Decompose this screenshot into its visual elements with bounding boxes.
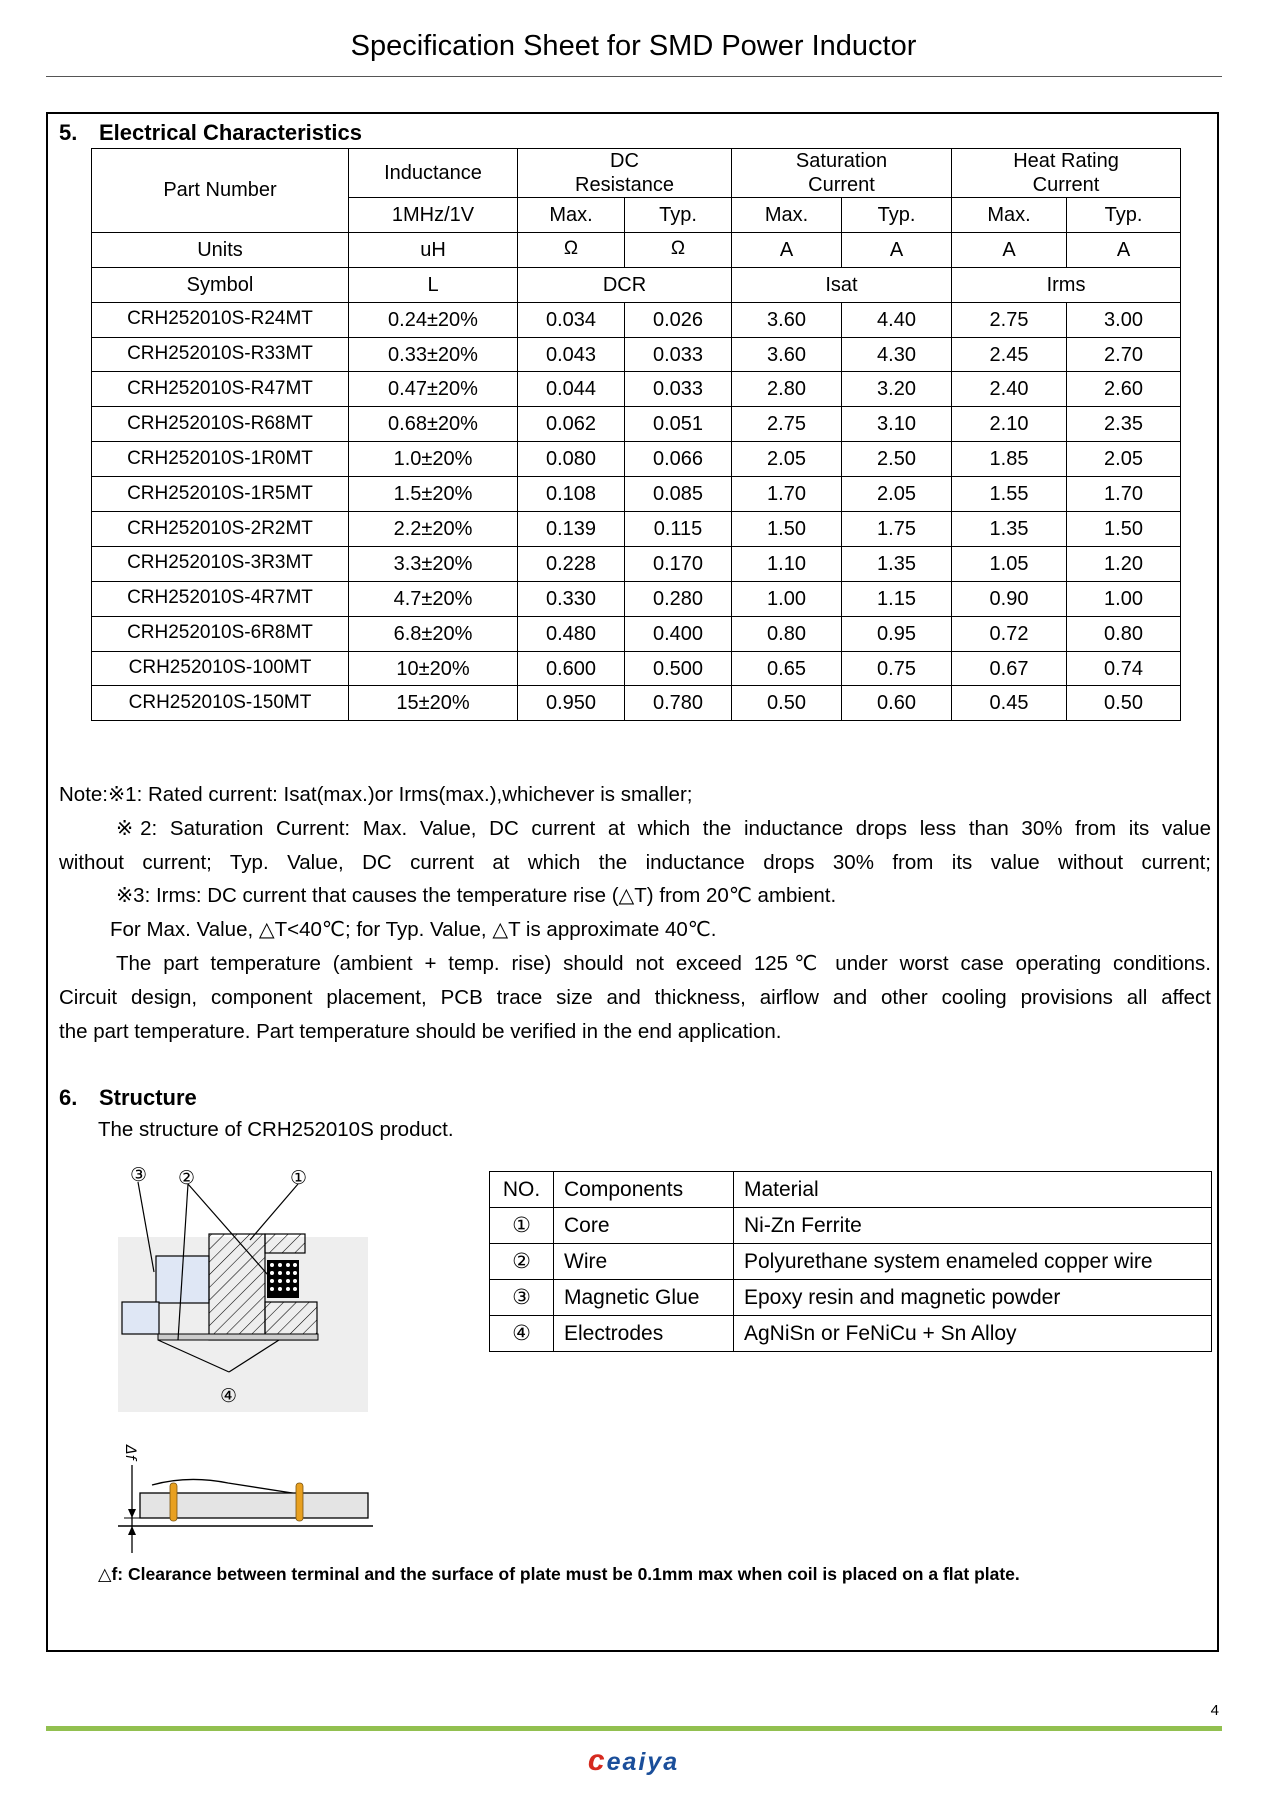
no-header: NO.	[490, 1172, 554, 1208]
inductance-cell: 2.2±20%	[349, 512, 518, 547]
dcr-max-cell: 0.108	[518, 477, 625, 512]
dcr-typ-cell: 0.500	[625, 651, 732, 686]
dcr-typ-cell: 0.066	[625, 442, 732, 477]
table-row	[92, 512, 1181, 547]
electrode-right	[296, 1483, 303, 1521]
leader-line-1	[250, 1184, 298, 1240]
inductance-cell: 10±20%	[349, 651, 518, 686]
isat-typ-cell: 1.75	[842, 512, 952, 547]
isat-typ-header: Typ.	[842, 198, 952, 233]
section-6-heading	[59, 1085, 197, 1111]
isat-typ-cell: 1.15	[842, 581, 952, 616]
structure-table	[489, 1171, 1212, 1352]
table-row	[92, 442, 1181, 477]
components-header: Components	[554, 1172, 734, 1208]
part-number-cell: CRH252010S-2R2MT	[92, 512, 349, 547]
isat-max-cell: 1.10	[732, 546, 842, 581]
irms-max-cell: 1.05	[952, 546, 1067, 581]
table-row	[92, 407, 1181, 442]
component-material-cell: AgNiSn or FeNiCu + Sn Alloy	[734, 1316, 1212, 1352]
irms-max-cell: 0.67	[952, 651, 1067, 686]
dcr-typ-cell: 0.051	[625, 407, 732, 442]
part-number-cell: CRH252010S-100MT	[92, 651, 349, 686]
isat-max-cell: 0.50	[732, 686, 842, 721]
dcr-max-cell: 0.950	[518, 686, 625, 721]
units-dcr-max: Ω	[518, 232, 625, 267]
irms-max-cell: 1.55	[952, 477, 1067, 512]
irms-typ-cell: 0.50	[1067, 686, 1181, 721]
dcr-typ-cell: 0.780	[625, 686, 732, 721]
table-row	[92, 337, 1181, 372]
isat-max-cell: 0.65	[732, 651, 842, 686]
table-row	[92, 302, 1181, 337]
note-2-line-1: ※2: Saturation Current: Max. Value, DC current at which the inductance drops less than 30% from its value	[116, 816, 1211, 840]
dimension-arrow-top	[128, 1509, 136, 1518]
units-irms-max: A	[952, 232, 1067, 267]
part-number-cell: CRH252010S-R47MT	[92, 372, 349, 407]
symbol-isat: Isat	[732, 267, 952, 302]
irms-max-header: Max.	[952, 198, 1067, 233]
dcr-max-cell: 0.139	[518, 512, 625, 547]
dcr-typ-header: Typ.	[625, 198, 732, 233]
inductance-cell: 15±20%	[349, 686, 518, 721]
electrode-layer	[158, 1334, 318, 1340]
material-header: Material	[734, 1172, 1212, 1208]
inductance-cell: 0.33±20%	[349, 337, 518, 372]
units-row	[92, 232, 1181, 267]
part-number-cell: CRH252010S-150MT	[92, 686, 349, 721]
symbol-label: Symbol	[92, 267, 349, 302]
left-flange	[122, 1302, 159, 1334]
isat-max-cell: 3.60	[732, 302, 842, 337]
core-center-hatched	[209, 1234, 265, 1340]
isat-typ-cell: 3.10	[842, 407, 952, 442]
irms-typ-cell: 0.74	[1067, 651, 1181, 686]
symbol-row	[92, 267, 1181, 302]
inductance-cell: 4.7±20%	[349, 581, 518, 616]
structure-description: The structure of CRH252010S product.	[98, 1118, 454, 1141]
part-number-cell: CRH252010S-3R3MT	[92, 546, 349, 581]
symbol-irms: Irms	[952, 267, 1181, 302]
note-4-line-2: Circuit design, component placement, PCB trace size and thickness, airflow and other cooling provisions all affect	[59, 985, 1211, 1009]
component-number-cell: ①	[490, 1208, 554, 1244]
table-row	[92, 372, 1181, 407]
part-number-cell: CRH252010S-1R0MT	[92, 442, 349, 477]
units-isat-typ: A	[842, 232, 952, 267]
note-3: ※3: Irms: DC current that causes the temperature rise (△T) from 20℃ ambient.	[116, 884, 837, 908]
table-row	[92, 477, 1181, 512]
irms-typ-cell: 2.70	[1067, 337, 1181, 372]
dcr-max-cell: 0.480	[518, 616, 625, 651]
logo-c: c	[587, 1744, 607, 1777]
isat-typ-cell: 3.20	[842, 372, 952, 407]
structure-row	[490, 1316, 1212, 1352]
dcr-typ-cell: 0.026	[625, 302, 732, 337]
heat-rating-current-header	[952, 149, 1181, 198]
irms-max-cell: 1.35	[952, 512, 1067, 547]
dcr-max-cell: 0.330	[518, 581, 625, 616]
component-name-cell: Magnetic Glue	[554, 1280, 734, 1316]
part-number-cell: CRH252010S-R33MT	[92, 337, 349, 372]
irms-max-cell: 2.45	[952, 337, 1067, 372]
page-number: 4	[1210, 1702, 1219, 1719]
dc-resistance-header-line1: DC	[610, 150, 639, 172]
section-5-heading	[59, 120, 362, 146]
label-4: ④	[220, 1385, 238, 1407]
note-4-line-3: the part temperature. Part temperature should be verified in the end application.	[59, 1019, 782, 1043]
part-number-cell: CRH252010S-4R7MT	[92, 581, 349, 616]
dcr-max-cell: 0.080	[518, 442, 625, 477]
section-6-number: 6.	[59, 1085, 78, 1110]
units-irms-typ: A	[1067, 232, 1181, 267]
irms-typ-header: Typ.	[1067, 198, 1181, 233]
dcr-typ-cell: 0.400	[625, 616, 732, 651]
electrode-left	[170, 1483, 177, 1521]
dcr-typ-cell: 0.170	[625, 546, 732, 581]
logo-text: eaiya	[606, 1748, 680, 1776]
inductance-cell: 0.47±20%	[349, 372, 518, 407]
irms-typ-cell: 1.20	[1067, 546, 1181, 581]
isat-max-header: Max.	[732, 198, 842, 233]
structure-row	[490, 1208, 1212, 1244]
dimension-arrow-bottom	[128, 1526, 136, 1535]
saturation-current-header-line2: Current	[808, 174, 875, 196]
section-5-number: 5.	[59, 120, 78, 145]
irms-typ-cell: 1.70	[1067, 477, 1181, 512]
isat-max-cell: 0.80	[732, 616, 842, 651]
note-3-detail: For Max. Value, △T<40℃; for Typ. Value, △T is approximate 40℃.	[110, 918, 717, 942]
dcr-typ-cell: 0.085	[625, 477, 732, 512]
component-material-cell: Ni-Zn Ferrite	[734, 1208, 1212, 1244]
irms-typ-cell: 2.60	[1067, 372, 1181, 407]
irms-typ-cell: 0.80	[1067, 616, 1181, 651]
label-2: ②	[178, 1167, 196, 1189]
component-material-cell: Polyurethane system enameled copper wire	[734, 1244, 1212, 1280]
data-rows	[92, 302, 1181, 721]
isat-max-cell: 2.80	[732, 372, 842, 407]
dcr-max-cell: 0.043	[518, 337, 625, 372]
component-name-cell: Electrodes	[554, 1316, 734, 1352]
component-material-cell: Epoxy resin and magnetic powder	[734, 1280, 1212, 1316]
part-number-cell: CRH252010S-1R5MT	[92, 477, 349, 512]
irms-max-cell: 0.90	[952, 581, 1067, 616]
isat-typ-cell: 0.95	[842, 616, 952, 651]
units-inductance: uH	[349, 232, 518, 267]
heat-rating-current-header-line1: Heat Rating	[1013, 150, 1119, 172]
dcr-typ-cell: 0.280	[625, 581, 732, 616]
footer-rule	[46, 1726, 1222, 1731]
dcr-typ-cell: 0.033	[625, 372, 732, 407]
core-top-flange	[265, 1234, 305, 1253]
table-row	[92, 686, 1181, 721]
isat-typ-cell: 0.75	[842, 651, 952, 686]
company-logo	[0, 1744, 1267, 1778]
symbol-inductance: L	[349, 267, 518, 302]
units-label: Units	[92, 232, 349, 267]
irms-typ-cell: 1.00	[1067, 581, 1181, 616]
dc-resistance-header	[518, 149, 732, 198]
structure-row	[490, 1244, 1212, 1280]
clearance-diagram	[118, 1425, 388, 1555]
symbol-dcr: DCR	[518, 267, 732, 302]
units-isat-max: A	[732, 232, 842, 267]
section-5-title: Electrical Characteristics	[99, 120, 362, 145]
isat-max-cell: 2.75	[732, 407, 842, 442]
section-6-title: Structure	[99, 1085, 197, 1110]
note-1: Note:※1: Rated current: Isat(max.)or Irms(max.),whichever is smaller;	[59, 783, 693, 806]
isat-max-cell: 1.70	[732, 477, 842, 512]
dc-resistance-header-line2: Resistance	[575, 174, 674, 196]
structure-header-row	[490, 1172, 1212, 1208]
label-3: ③	[130, 1164, 148, 1186]
irms-max-cell: 0.45	[952, 686, 1067, 721]
irms-max-cell: 2.75	[952, 302, 1067, 337]
isat-max-cell: 1.50	[732, 512, 842, 547]
dcr-typ-cell: 0.033	[625, 337, 732, 372]
isat-typ-cell: 2.05	[842, 477, 952, 512]
label-1: ①	[290, 1167, 308, 1189]
structure-rows	[490, 1208, 1212, 1352]
isat-typ-cell: 1.35	[842, 546, 952, 581]
inductance-header: Inductance	[349, 149, 518, 198]
inductance-cell: 0.24±20%	[349, 302, 518, 337]
note-2-line-2: without current; Typ. Value, DC current at which the inductance drops 30% from its value without current;	[59, 850, 1211, 874]
isat-max-cell: 3.60	[732, 337, 842, 372]
irms-typ-cell: 2.05	[1067, 442, 1181, 477]
irms-typ-cell: 3.00	[1067, 302, 1181, 337]
irms-typ-cell: 2.35	[1067, 407, 1181, 442]
isat-max-cell: 1.00	[732, 581, 842, 616]
irms-max-cell: 0.72	[952, 616, 1067, 651]
component-name-cell: Core	[554, 1208, 734, 1244]
part-number-cell: CRH252010S-6R8MT	[92, 616, 349, 651]
table-row	[92, 581, 1181, 616]
isat-typ-cell: 4.30	[842, 337, 952, 372]
isat-max-cell: 2.05	[732, 442, 842, 477]
inductance-cell: 1.5±20%	[349, 477, 518, 512]
heat-rating-current-header-line2: Current	[1032, 174, 1100, 196]
isat-typ-cell: 4.40	[842, 302, 952, 337]
irms-max-cell: 2.10	[952, 407, 1067, 442]
structure-cross-section-diagram	[118, 1162, 388, 1422]
clearance-note: △f: Clearance between terminal and the surface of plate must be 0.1mm max when coil is placed on a flat plate.	[98, 1564, 1020, 1584]
note-4-line-1: The part temperature (ambient + temp. rise) should not exceed 125℃ under worst case operating conditions.	[116, 951, 1211, 975]
isat-typ-cell: 2.50	[842, 442, 952, 477]
page-title: Specification Sheet for SMD Power Inductor	[350, 30, 917, 62]
irms-typ-cell: 1.50	[1067, 512, 1181, 547]
title-rule	[46, 76, 1222, 77]
dcr-typ-cell: 0.115	[625, 512, 732, 547]
dcr-max-cell: 0.062	[518, 407, 625, 442]
delta-f-label: Δf	[122, 1445, 138, 1460]
part-number-cell: CRH252010S-R24MT	[92, 302, 349, 337]
inductance-cell: 3.3±20%	[349, 546, 518, 581]
component-number-cell: ②	[490, 1244, 554, 1280]
table-row	[92, 651, 1181, 686]
inductance-cell: 1.0±20%	[349, 442, 518, 477]
dcr-max-header: Max.	[518, 198, 625, 233]
dcr-max-cell: 0.228	[518, 546, 625, 581]
electrical-characteristics-table	[91, 148, 1181, 721]
notes-block	[59, 778, 1211, 1048]
part-number-cell: CRH252010S-R68MT	[92, 407, 349, 442]
units-dcr-typ: Ω	[625, 232, 732, 267]
dcr-max-cell: 0.044	[518, 372, 625, 407]
component-name-cell: Wire	[554, 1244, 734, 1280]
irms-max-cell: 1.85	[952, 442, 1067, 477]
dcr-max-cell: 0.600	[518, 651, 625, 686]
saturation-current-header-line1: Saturation	[795, 150, 888, 172]
inductance-cell: 6.8±20%	[349, 616, 518, 651]
inductance-cell: 0.68±20%	[349, 407, 518, 442]
table-row	[92, 616, 1181, 651]
dcr-max-cell: 0.034	[518, 302, 625, 337]
test-condition: 1MHz/1V	[349, 198, 518, 233]
component-number-cell: ③	[490, 1280, 554, 1316]
structure-row	[490, 1280, 1212, 1316]
table-row	[92, 546, 1181, 581]
component-number-cell: ④	[490, 1316, 554, 1352]
saturation-current-header	[732, 149, 952, 198]
part-number-header: Part Number	[92, 149, 349, 233]
isat-typ-cell: 0.60	[842, 686, 952, 721]
irms-max-cell: 2.40	[952, 372, 1067, 407]
